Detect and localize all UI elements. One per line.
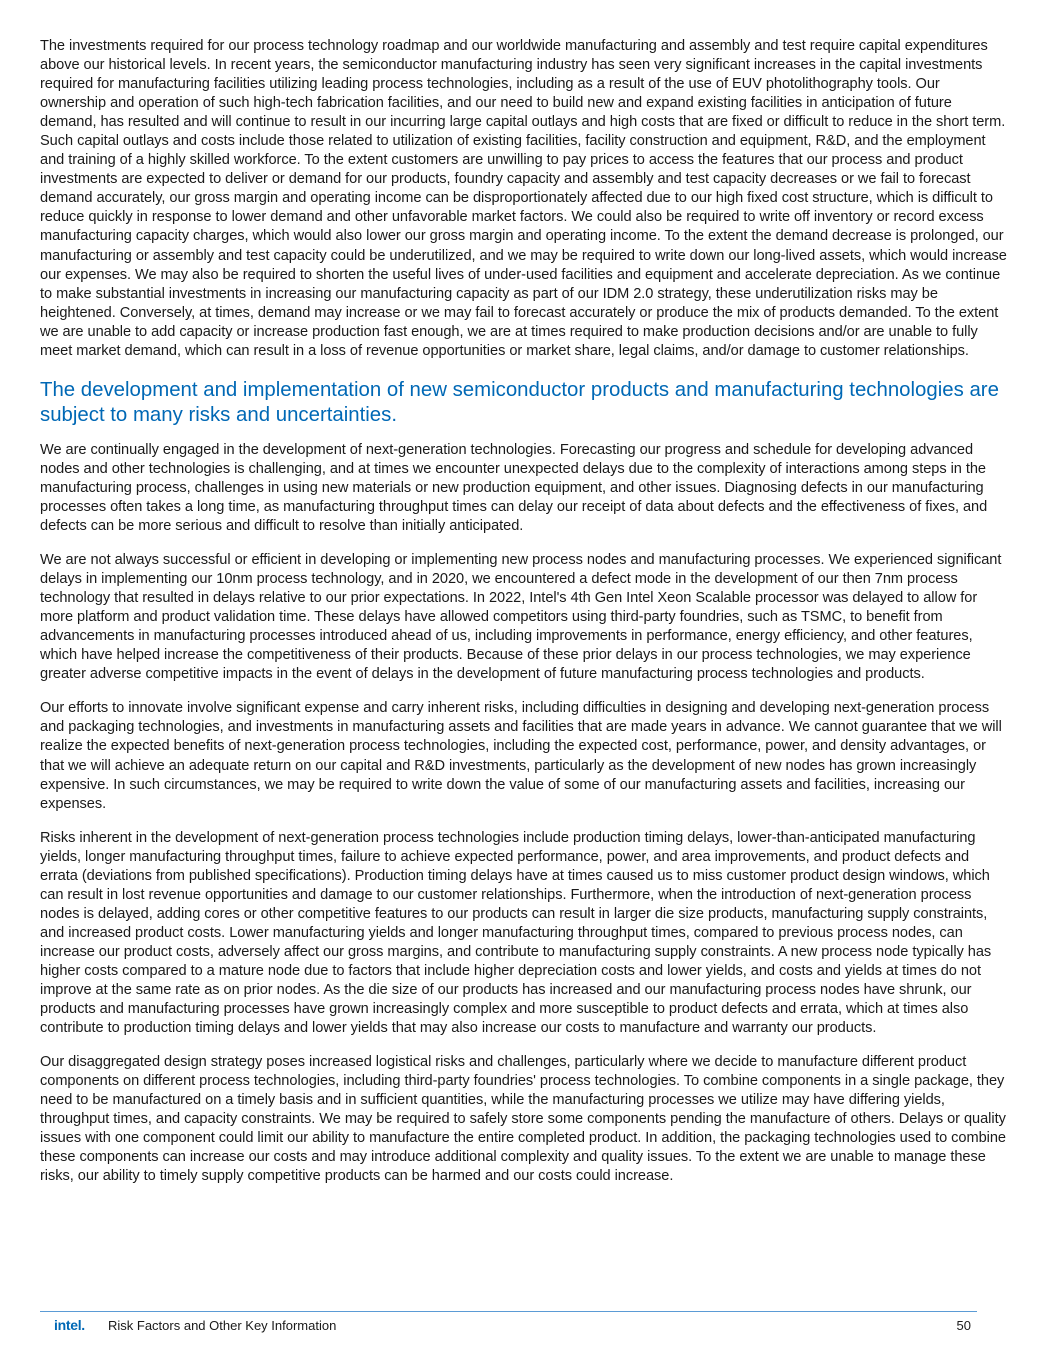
section-heading: The development and implementation of new semiconductor products and manufacturing technologies are subject to many risks and uncertainties. [40,378,999,426]
document-body [40,37,1008,1201]
intel-logo: intel. [54,1317,85,1333]
page-footer [40,1317,977,1337]
footer-divider [40,1311,977,1312]
paragraph-innovation-expense: Our efforts to innovate involve significant expense and carry inherent risks, including difficulties in designing and developing next-generation process and packaging technologies, and investments in manufacturing assets and facilities that are made years in advance. We cannot guarantee that we will realize the expected benefits of next-generation process technologies, including the expected cost, performance, power, and density advantages, or that we will achieve an adequate return on our capital and R&D investments, particularly as the development of new nodes has grown increasingly expensive. In such circumstances, we may be required to write down the value of some of our manufacturing assets and facilities, increasing our expenses. [40,700,1002,812]
footer-section-title: Risk Factors and Other Key Information [108,1318,337,1333]
paragraph-disaggregated-design: Our disaggregated design strategy poses increased logistical risks and challenges, particularly where we decide to manufacture different product components on different process technologies, including third-party foundries' process technologies. To combine components in a single package, they need to be manufactured on a timely basis and in sufficient quantities, while the manufacturing processes we utilize may have differing yields, throughput times, and capacity constraints. We may be required to safely store some components pending the manufacture of others. Delays or quality issues with one component could limit our ability to manufacture the entire completed product. In addition, the packaging technologies used to combine these components can increase our costs and may introduce additional complexity and quality issues. To the extent we are unable to manage these risks, our ability to timely supply competitive products can be harmed and our costs could increase. [40,1054,1006,1185]
page-number: 50 [956,1318,971,1333]
paragraph-next-gen-development: We are continually engaged in the development of next-generation technologies. Forecasting our progress and schedule for developing advanced nodes and other technologies is challenging, and at times we encounter unexpected delays due to the complexity of interactions among steps in the manufacturing process, challenges in using new materials or new production equipment, and other issues. Diagnosing defects in our manufacturing processes often takes a long time, as manufacturing throughput times can delay our receipt of data about defects and the effectiveness of fixes, and defects can be more serious and difficult to resolve than initially anticipated. [40,441,988,534]
paragraph-development-risks: Risks inherent in the development of next-generation process technologies include production timing delays, lower-than-anticipated manufacturing yields, longer manufacturing throughput times, failure to achieve expected performance, power, and area improvements, and product defects and errata (deviations from published specifications). Production timing delays have at times caused us to miss customer product design windows, which can result in lost revenue opportunities and damage to our customer relationships. Furthermore, when the introduction of next-generation process nodes is delayed, adding cores or other competitive features to our products can result in larger die size products, manufacturing supply constraints, and increased product costs. Lower manufacturing yields and longer manufacturing throughput times, compared to previous process nodes, can increase our product costs, adversely affect our gross margins, and contribute to manufacturing supply constraints. A new process node typically has higher costs compared to a mature node due to factors that include higher depreciation costs and lower yields, and costs and yields at times do not improve at the same rate as on prior nodes. As the die size of our products has increased and our manufacturing process nodes have shrunk, our products and manufacturing processes have grown increasingly complex and more susceptible to product defects and errata, which at times also contribute to production timing delays and lower yields that may also increase our costs to manufacture and warranty our products. [40,829,992,1037]
paragraph-capital-investments: The investments required for our process technology roadmap and our worldwide manufacturing and assembly and test require capital expenditures above our historical levels. In recent years, the semiconductor manufacturing industry has seen very significant increases in the capital investments required for manufacturing facilities utilizing leading process technologies, including as a result of the use of EUV photolithography tools. Our ownership and operation of such high-tech fabrication facilities, and our need to build new and expand existing facilities in anticipation of future demand, has resulted and will continue to result in our incurring large capital outlays and high costs that are fixed or difficult to reduce in the short term. Such capital outlays and costs include those related to utilization of existing facilities, facility construction and equipment, R&D, and the employment and training of a highly skilled workforce. To the extent customers are unwilling to pay prices to access the features that our process and product investments are expected to deliver or demand for our products, foundry capacity and assembly and test capacity decreases or we fail to forecast demand accurately, our gross margin and operating income can be disproportionately affected due to our high fixed cost structure, which is difficult to reduce quickly in response to lower demand and other unfavorable market factors. We could also be required to write off inventory or record excess manufacturing capacity charges, which would also lower our gross margin and operating income. To the extent the demand decrease is prolonged, our manufacturing or assembly and test capacity could be underutilized, and we may be required to write down our long-lived assets, which would increase our expenses. We may also be required to shorten the useful lives of under-used facilities and equipment and accelerate depreciation. As we continue to make substantial investments in increasing our manufacturing capacity as part of our IDM 2.0 strategy, these underutilization risks may be heightened. Conversely, at times, demand may increase or we may fail to forecast accurately or produce the mix of products demanded. To the extent we are unable to add capacity or increase production fast enough, we are at times required to make production decisions and/or are unable to fully meet market demand, which can result in a loss of revenue opportunities or market share, legal claims, and/or damage to customer relationships. [40,38,1007,359]
paragraph-process-node-delays: We are not always successful or efficient in developing or implementing new process nodes and manufacturing processes. We experienced significant delays in implementing our 10nm process technology, and in 2020, we encountered a defect mode in the development of our then 7nm process technology that resulted in delays relative to our prior expectations. In 2022, Intel's 4th Gen Intel Xeon Scalable processor was delayed to allow for more platform and product validation time. These delays have allowed competitors using third-party foundries, such as TSMC, to benefit from advancements in manufacturing processes introduced ahead of us, including improvements in performance, energy efficiency, and other features, which have helped increase the competitiveness of their products. Because of these prior delays in our process technologies, we may experience greater adverse competitive impacts in the event of delays in the development of future manufacturing process technologies and products. [40,552,1002,683]
